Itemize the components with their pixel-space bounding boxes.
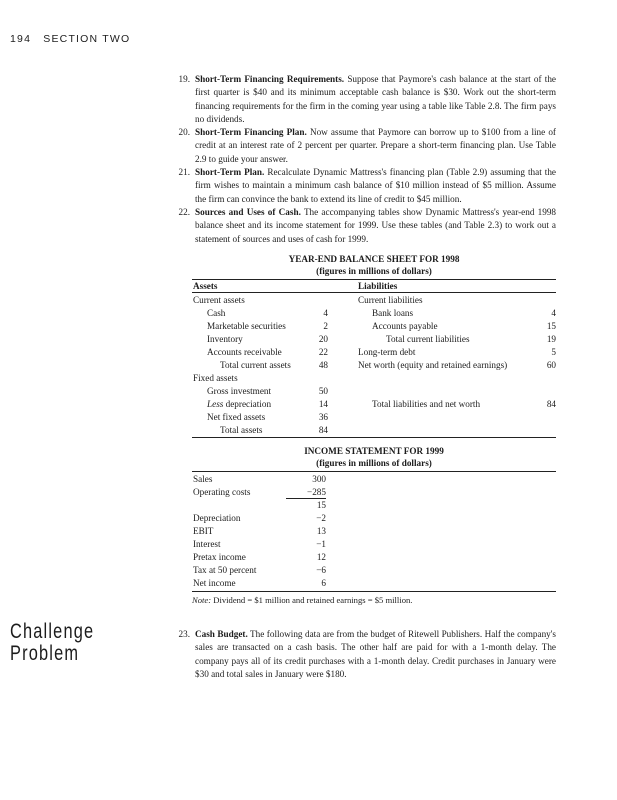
income-row-value: −285: [286, 486, 326, 499]
table-rule: [192, 437, 556, 438]
problem-20: [166, 126, 556, 166]
note-label: Note:: [192, 595, 212, 605]
income-row-label: Sales: [193, 474, 213, 484]
income-row-label: Interest: [193, 539, 221, 549]
income-note: [192, 595, 412, 605]
asset-row-label: Inventory: [207, 334, 243, 344]
asset-row-label: Gross investment: [207, 386, 272, 396]
table-rule: [192, 591, 556, 592]
liability-row-label: Long-term debt: [358, 347, 416, 357]
income-row-label: EBIT: [193, 526, 214, 536]
liability-row-value: 84: [546, 399, 556, 409]
assets-header: Assets: [193, 281, 218, 291]
page-header: [10, 33, 138, 45]
income-row-label: Operating costs: [193, 487, 251, 497]
asset-row-label: Total assets: [220, 425, 263, 435]
asset-row-value: 20: [318, 334, 328, 344]
asset-row-label: Marketable securities: [207, 321, 286, 331]
liability-row-label: Accounts payable: [372, 321, 438, 331]
asset-row-label: Less depreciation: [207, 399, 272, 409]
liability-row-label: Total current liabilities: [386, 334, 470, 344]
balance-sheet-subtitle: (figures in millions of dollars): [316, 266, 432, 276]
asset-row-value: 84: [318, 425, 328, 435]
problem-23: [166, 628, 556, 681]
problem-title: Short-Term Financing Plan.: [195, 127, 307, 138]
asset-row-value: 2: [323, 321, 328, 331]
asset-row-label: Total current assets: [220, 360, 291, 370]
liability-row-value: 60: [546, 360, 556, 370]
income-row-value: 6: [321, 578, 326, 588]
liabilities-header: Liabilities: [358, 281, 398, 291]
income-row-value: −1: [316, 539, 326, 549]
asset-row-value: 48: [318, 360, 328, 370]
problem-list: [166, 73, 556, 246]
income-row-label: Tax at 50 percent: [193, 565, 257, 575]
problem-number: 23.: [178, 629, 190, 639]
problem-number: 19.: [178, 74, 190, 84]
asset-row-value: 36: [318, 412, 328, 422]
asset-row-value: 14: [318, 399, 328, 409]
income-row-value: −2: [316, 513, 326, 523]
problem-text: Suppose that Paymore's cash balance at the start of the first quarter is $40 and its minimum acceptable cash balance is $30. Work out the short-term financing requirements for the firm in the coming year using a table like Table 2.8. The firm pays no dividends.: [195, 74, 556, 124]
liability-row-label: Current liabilities: [358, 295, 423, 305]
problem-text: The accompanying tables show Dynamic Mattress's year-end 1998 balance sheet and its income statement for 1999. Use these tables (and Table 2.3) to work out a statement of sources and uses of cash for 1999.: [195, 206, 557, 244]
problem-text: Now assume that Paymore can borrow up to $100 from a line of credit at an interest rate of 2 percent per quarter. Prepare a short-term financing plan. Use Table 2.9 to guide your answer.: [195, 127, 556, 164]
challenge-problem-heading: Challenge Problem: [10, 620, 95, 665]
balance-sheet-title: YEAR-END BALANCE SHEET FOR 1998: [288, 254, 460, 264]
problem-22: [166, 206, 556, 246]
asset-row-value: 22: [318, 347, 328, 357]
income-statement-title: INCOME STATEMENT FOR 1999: [304, 446, 444, 456]
liability-row-value: 5: [551, 347, 556, 357]
income-row-value: 300: [312, 474, 326, 484]
asset-row-label: Current assets: [193, 295, 245, 305]
asset-row-value: 4: [323, 308, 328, 318]
liability-row-label: Net worth (equity and retained earnings): [358, 360, 508, 370]
income-statement-subtitle: (figures in millions of dollars): [316, 458, 432, 468]
asset-row-label: Net fixed assets: [207, 412, 266, 422]
table-rule: [192, 292, 556, 293]
income-row-value: −6: [316, 565, 326, 575]
liability-row-value: 19: [546, 334, 556, 344]
liability-row-label: Total liabilities and net worth: [372, 399, 481, 409]
income-row-label: Depreciation: [193, 513, 241, 523]
problem-title: Short-Term Plan.: [195, 167, 265, 178]
problem-title: Cash Budget.: [195, 629, 248, 639]
table-rule: [192, 471, 556, 472]
problem-text: Recalculate Dynamic Mattress's financing plan (Table 2.9) assuming that the firm wishes to maintain a minimum cash balance of $10 million instead of $5 million. Assume the firm can convince the bank to extend its line of credit to $45 million.: [195, 167, 557, 204]
asset-row-label: Fixed assets: [193, 373, 238, 383]
income-row-value: 12: [316, 552, 326, 562]
problem-21: [166, 166, 556, 206]
problem-title: Sources and Uses of Cash.: [195, 206, 301, 217]
asset-row-label: Accounts receivable: [207, 347, 282, 357]
problem-title: Short-Term Financing Requirements.: [195, 74, 345, 84]
liability-row-value: 15: [546, 321, 556, 331]
income-row-value: 13: [316, 526, 326, 536]
less-prefix: Less: [207, 399, 224, 409]
income-row-label: Pretax income: [193, 552, 246, 562]
liability-row-value: 4: [551, 308, 556, 318]
income-row-label: Net income: [193, 578, 236, 588]
asset-row-label: Cash: [207, 308, 226, 318]
page-number: 194: [10, 33, 32, 45]
problem-number: 20.: [178, 127, 190, 138]
note-text: Dividend = $1 million and retained earnings = $5 million.: [211, 595, 413, 605]
income-row-value: 15: [316, 500, 326, 510]
section-title: SECTION TWO: [43, 33, 131, 45]
liability-row-label: Bank loans: [372, 308, 414, 318]
problem-text: The following data are from the budget of Ritewell Publishers. Half the company's sales are transacted on a cash basis. The other half are paid for with a 1-month delay. The company pays all of its credit purchases with a 1-month delay. Credit purchases in January were $30 and total sales in January were $180.: [195, 629, 556, 679]
asset-row-value: 50: [318, 386, 328, 396]
problem-19: [166, 73, 556, 126]
problem-number: 21.: [178, 167, 190, 178]
problem-number: 22.: [178, 206, 190, 217]
